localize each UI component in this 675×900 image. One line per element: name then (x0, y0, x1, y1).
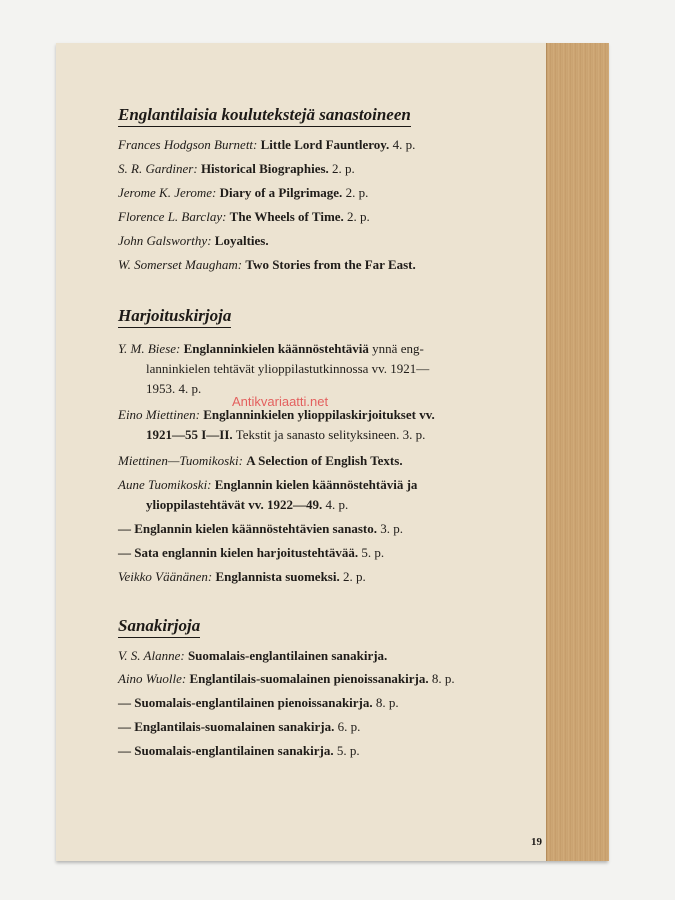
work-title: The Wheels of Time. (229, 209, 344, 224)
list-item (118, 648, 387, 664)
author: Aino Wuolle: (118, 671, 187, 686)
work-title: A Selection of English Texts. (246, 453, 403, 468)
edition: 4. p. (392, 137, 416, 152)
edition: 2. p. (345, 185, 369, 200)
work-title: Diary of a Pilgrimage. (219, 185, 343, 200)
work-title: ylioppilastehtävät vv. 1922—49. (146, 497, 323, 512)
edition: 2. p. (342, 569, 366, 584)
author: Florence L. Barclay: (118, 209, 227, 224)
list-item (118, 743, 360, 759)
list-item (118, 209, 370, 225)
work-title: Little Lord Fauntleroy. (260, 137, 390, 152)
list-item (118, 719, 360, 735)
author: Miettinen—Tuomikoski: (118, 453, 243, 468)
list-item (118, 407, 435, 423)
dash: — (118, 719, 131, 734)
work-title: Suomalais-englantilainen pienoissanakirja. (134, 695, 373, 710)
edition: 4. p. (325, 497, 349, 512)
watermark-text: Antikvariaatti.net (232, 394, 329, 409)
edition: 8. p. (431, 671, 455, 686)
list-item (118, 137, 415, 153)
list-item (118, 257, 416, 273)
work-title: Englannin kielen käännöstehtävien sanasto. (134, 521, 377, 536)
author: Frances Hodgson Burnett: (118, 137, 258, 152)
work-title: Englanninkielen käännöstehtäviä (183, 341, 369, 356)
work-title: Englannin kielen käännöstehtäviä ja (214, 477, 418, 492)
author: W. Somerset Maugham: (118, 257, 243, 272)
list-item-continuation: 1953. 4. p. (146, 381, 202, 396)
entry-text: Tekstit ja sanasto selityksineen. 3. p. (235, 427, 426, 442)
book-back-cover (56, 43, 608, 861)
edition: 3. p. (380, 521, 403, 536)
list-item (118, 477, 417, 493)
list-item (118, 521, 403, 537)
work-title: Historical Biographies. (200, 161, 329, 176)
page-number: 19 (531, 836, 542, 848)
cover-panel (56, 43, 546, 861)
edition: 5. p. (361, 545, 385, 560)
edition: 8. p. (375, 695, 399, 710)
edition: 2. p. (332, 161, 355, 176)
author: Jerome K. Jerome: (118, 185, 217, 200)
entry-text: ynnä eng- (372, 341, 424, 356)
edition: 5. p. (336, 743, 360, 758)
work-title: Englantilais-suomalainen sanakirja. (134, 719, 335, 734)
author: Veikko Väänänen: (118, 569, 213, 584)
dash: — (118, 521, 131, 536)
author: John Galsworthy: (118, 233, 212, 248)
section-title-harjoituskirjoja: Harjoituskirjoja (118, 306, 231, 328)
list-item-continuation: lanninkielen tehtävät ylioppilastutkinnossa vv. 1921— (146, 361, 430, 376)
list-item (118, 569, 366, 585)
edition: 6. p. (337, 719, 361, 734)
author: Aune Tuomikoski: (118, 477, 212, 492)
list-item-continuation (146, 427, 425, 443)
work-title: Suomalais-englantilainen sanakirja. (134, 743, 334, 758)
author: S. R. Gardiner: (118, 161, 198, 176)
work-title: Two Stories from the Far East. (245, 257, 416, 272)
work-title: Englannista suomeksi. (215, 569, 340, 584)
list-item (118, 341, 424, 357)
work-title: Englantilais-suomalainen pienoissanakirja. (189, 671, 429, 686)
work-title: Sata englannin kielen harjoitustehtävää. (134, 545, 359, 560)
list-item (118, 545, 384, 561)
work-title: Englanninkielen ylioppilaskirjoitukset vv. (203, 407, 435, 422)
author: V. S. Alanne: (118, 648, 185, 663)
dash: — (118, 695, 131, 710)
list-item (118, 233, 269, 249)
work-title: Suomalais-englantilainen sanakirja. (187, 648, 388, 663)
list-item-continuation (146, 497, 348, 513)
work-title: 1921—55 I—II. (146, 427, 233, 442)
section-title-sanakirjoja: Sanakirjoja (118, 616, 200, 638)
work-title: Loyalties. (214, 233, 269, 248)
list-item (118, 185, 368, 201)
cloth-spine (546, 43, 609, 861)
list-item (118, 453, 403, 469)
section-title-koulutekstit: Englantilaisia koulutekstejä sanastoineen (118, 105, 411, 127)
author: Eino Miettinen: (118, 407, 200, 422)
list-item (118, 671, 455, 687)
edition: 2. p. (347, 209, 370, 224)
list-item (118, 161, 355, 177)
list-item (118, 695, 399, 711)
dash: — (118, 743, 131, 758)
author: Y. M. Biese: (118, 341, 181, 356)
dash: — (118, 545, 131, 560)
